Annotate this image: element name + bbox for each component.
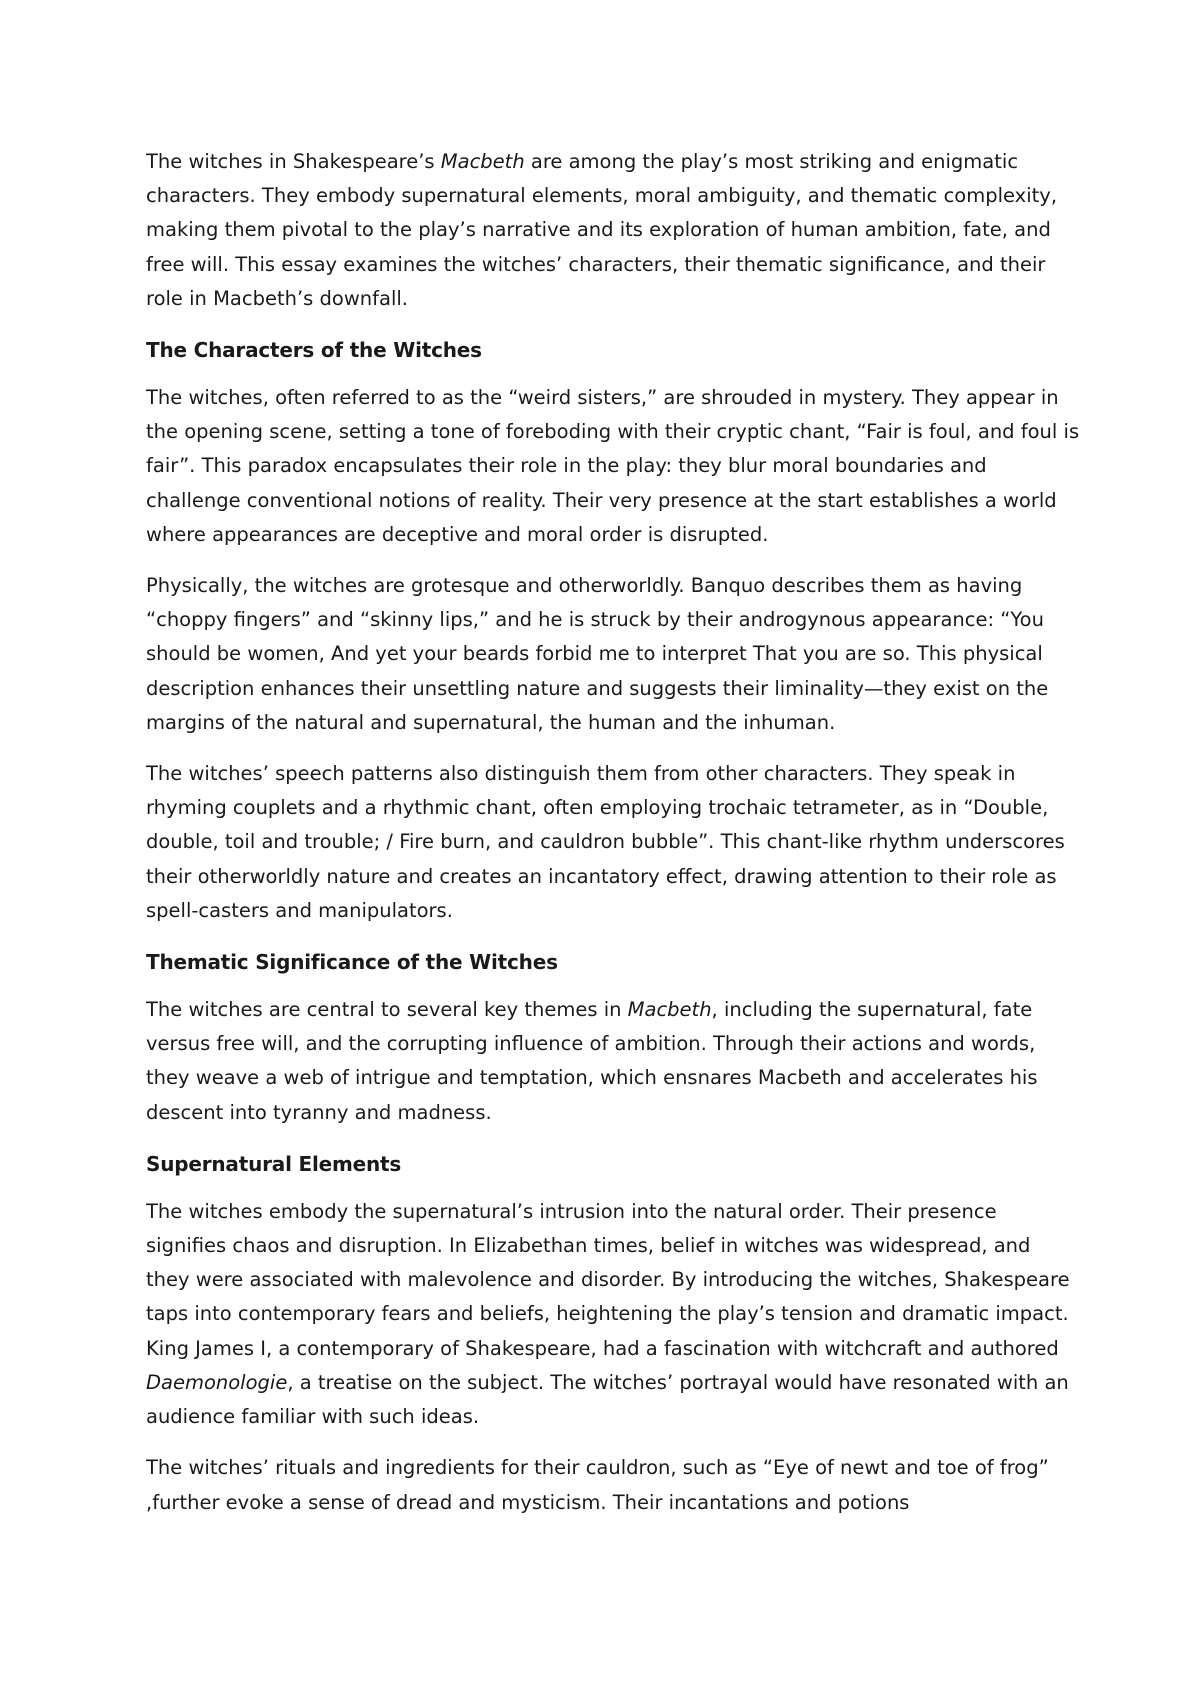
supernatural-paragraph-2: The witches’ rituals and ingredients for their cauldron, such as “Eye of newt and toe of frog” ,further evoke a sense of dread and mysticism. Their incantations and potions [146,1456,1049,1514]
thematic-text-b: , including the supernatural, fate versus free will, and the corrupting influence of ambition. Through their actions and words, they weave a web of intrigue and temptation, which ensnares Macbeth and accelerates his descent into tyranny and madness. [146,998,1038,1124]
section-heading-supernatural: Supernatural Elements [146,1151,402,1176]
treatise-title: Daemonologie [146,1370,288,1394]
thematic-text-a: The witches are central to several key themes in [146,998,628,1022]
characters-paragraph-3: The witches’ speech patterns also distinguish them from other characters. They speak in rhyming couplets and a rhythmic chant, often employing trochaic tetrameter, as in “Double, double, toil and trouble; / Fire burn, and cauldron bubble”. This chant-like rhythm underscores their otherworldly nature and creates an incantatory effect, drawing attention to their role as spell-casters and manipulators. [146,762,1065,922]
characters-paragraph-1: The witches, often referred to as the “weird sisters,” are shrouded in mystery. They appear in the opening scene, setting a tone of foreboding with their cryptic chant, “Fair is foul, and foul is fair”. This paradox encapsulates their role in the play: they blur moral boundaries and challenge conventional notions of reality. Their very presence at the start establishes a world where appearances are deceptive and moral order is disrupted. [146,386,1080,546]
thematic-paragraph-1 [146,993,1080,1130]
section-heading-characters: The Characters of the Witches [146,338,482,363]
supernatural-text-b: , a treatise on the subject. The witches’ portrayal would have resonated with an audience familiar with such ideas. [146,1370,1069,1429]
intro-paragraph [146,145,1080,316]
play-title: Macbeth [627,998,712,1022]
supernatural-text-a: The witches embody the supernatural’s intrusion into the natural order. Their presence signifies chaos and disruption. In Elizabethan times, belief in witches was widespread, and they were associated with malevolence and disorder. By introducing the witches, Shakespeare taps into contemporary fears and beliefs, heightening the play’s tension and dramatic impact. King James I, a contemporary of Shakespeare, had a fascination with witchcraft and authored [146,1199,1070,1360]
play-title: Macbeth [440,150,525,173]
supernatural-paragraph-1 [146,1195,1080,1434]
intro-text-a: The witches in Shakespeare’s [146,150,441,173]
section-heading-thematic: Thematic Significance of the Witches [146,950,558,975]
intro-text-b: are among the play’s most striking and enigmatic characters. They embody supernatural elements, moral ambiguity, and thematic complexity, making them pivotal to the play’s narrative and its exploration of human ambition, fate, and free will. This essay examines the witches’ characters, their thematic significance, and their role in Macbeth’s downfall. [146,150,1058,310]
characters-paragraph-2: Physically, the witches are grotesque and otherworldly. Banquo describes them as having “choppy fingers” and “skinny lips,” and he is struck by their androgynous appearance: “You should be women, And yet your beards forbid me to interpret That you are so. This physical description enhances their unsettling nature and suggests their liminality—they exist on the margins of the natural and supernatural, the human and the inhuman. [146,574,1049,734]
